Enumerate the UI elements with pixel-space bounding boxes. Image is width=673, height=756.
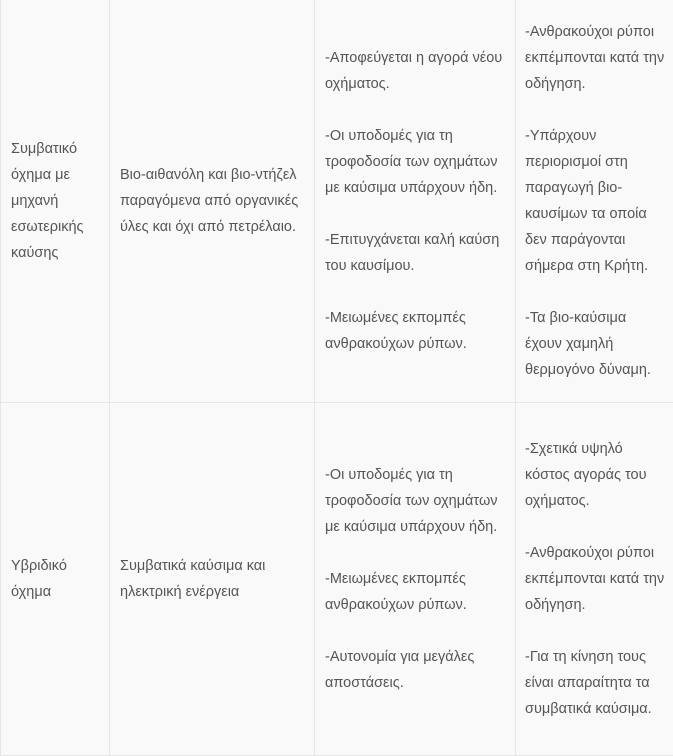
advantages-cell [315, 0, 516, 403]
advantage-item: -Οι υποδομές για τη τροφοδοσία των οχημάτων με καύσιμα υπάρχουν ήδη. [325, 123, 505, 201]
fuel-text: Βιο-αιθανόλη και βιο-ντήζελ παραγόμενα από οργανικές ύλες και όχι από πετρέλαιο. [120, 162, 304, 240]
disadvantage-item: -Υπάρχουν περιορισμοί στη παραγωγή βιο-καυσίμων τα οποία δεν παράγονται σήμερα στη Κρήτη. [525, 123, 667, 279]
disadvantages-cell [516, 403, 673, 756]
disadvantage-item: -Ανθρακούχοι ρύποι εκπέμπονται κατά την οδήγηση. [525, 540, 667, 618]
fuel-text: Συμβατικά καύσιμα και ηλεκτρική ενέργεια [120, 553, 304, 605]
disadvantage-item: -Για τη κίνηση τους είναι απαραίτητα τα συμβατικά καύσιμα. [525, 644, 667, 722]
vehicle-type-cell [1, 403, 110, 756]
advantage-item: -Αυτονομία για μεγάλες αποστάσεις. [325, 644, 505, 696]
vehicle-type-text: Συμβατικό όχημα με μηχανή εσωτερικής καύσης [11, 136, 99, 266]
vehicle-type-cell [1, 0, 110, 403]
vehicle-type-text: Υβριδικό όχημα [11, 553, 99, 605]
disadvantage-item: -Τα βιο-καύσιμα έχουν χαμηλή θερμογόνο δύναμη. [525, 305, 667, 383]
fuel-cell [110, 403, 315, 756]
disadvantages-cell [516, 0, 673, 403]
advantage-item: -Μειωμένες εκπομπές ανθρακούχων ρύπων. [325, 566, 505, 618]
table-row [1, 403, 673, 756]
table-row [1, 0, 673, 403]
advantages-cell [315, 403, 516, 756]
advantage-item: -Επιτυγχάνεται καλή καύση του καυσίμου. [325, 227, 505, 279]
advantage-item: -Μειωμένες εκπομπές ανθρακούχων ρύπων. [325, 305, 505, 357]
disadvantage-item: -Σχετικά υψηλό κόστος αγοράς του οχήματος. [525, 436, 667, 514]
disadvantage-item: -Ανθρακούχοι ρύποι εκπέμπονται κατά την οδήγηση. [525, 19, 667, 97]
advantage-item: -Οι υποδομές για τη τροφοδοσία των οχημάτων με καύσιμα υπάρχουν ήδη. [325, 462, 505, 540]
advantage-item: -Αποφεύγεται η αγορά νέου οχήματος. [325, 45, 505, 97]
fuel-cell [110, 0, 315, 403]
